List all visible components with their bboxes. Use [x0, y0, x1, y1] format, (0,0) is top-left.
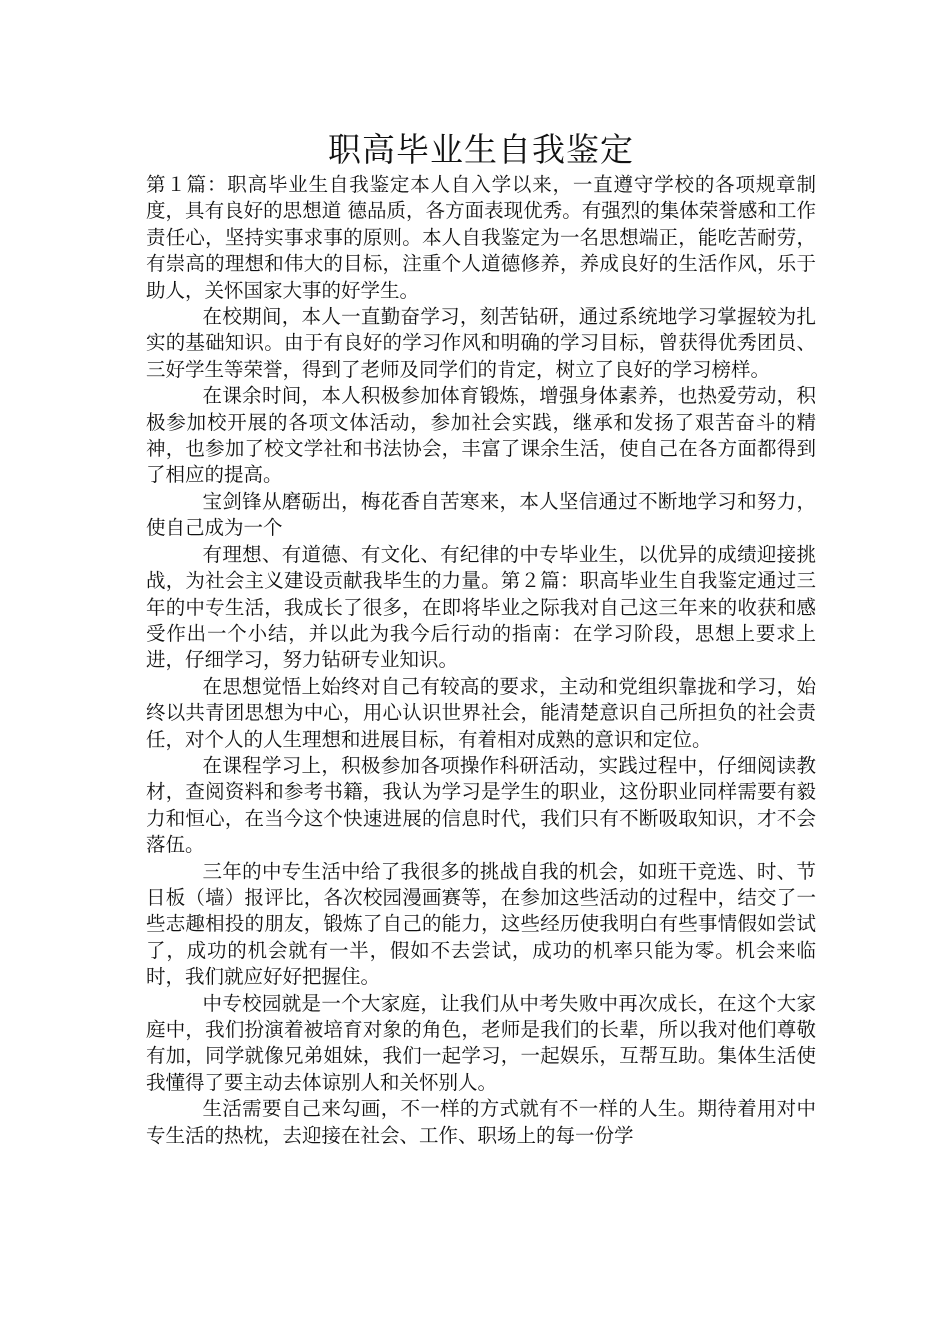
paragraph-6: 在思想觉悟上始终对自己有较高的要求，主动和党组织靠拢和学习，始终以共青团思想为中心，用心认识世界社会，能清楚意识自己所担负的社会责任，对个人的人生理想和进展目标，有着相对成熟的意识和定位。: [146, 674, 816, 751]
document-page: [146, 128, 816, 1149]
document-body: [146, 172, 816, 1149]
paragraph-9: 中专校园就是一个大家庭，让我们从中考失败中再次成长，在这个大家庭中，我们扮演着被培育对象的角色，老师是我们的长辈，所以我对他们尊敬有加，同学就像兄弟姐妹，我们一起学习，一起娱乐，互帮互助。集体生活使我懂得了要主动去体谅别人和关怀别人。: [146, 991, 816, 1094]
paragraph-3: 在课余时间，本人积极参加体育锻炼，增强身体素养，也热爱劳动，积极参加校开展的各项文体活动，参加社会实践，继承和发扬了艰苦奋斗的精神，也参加了校文学社和书法协会，丰富了课余生活，使自己在各方面都得到了相应的提高。: [146, 384, 816, 487]
paragraph-10: 生活需要自己来勾画，不一样的方式就有不一样的人生。期待着用对中专生活的热枕，去迎接在社会、工作、职场上的每一份学: [146, 1097, 816, 1147]
paragraph-1: 第１篇：职高毕业生自我鉴定本人自入学以来，一直遵守学校的各项规章制度，具有良好的思想道 德品质，各方面表现优秀。有强烈的集体荣誉感和工作责任心，坚持实事求事的原则。本人自我鉴定为一名思想端正，能吃苦耐劳，有崇高的理想和伟大的目标，注重个人道德修养，养成良好的生活作风，乐于助人，关怀国家大事的好学生。: [146, 173, 816, 302]
document-title: 职高毕业生自我鉴定: [328, 130, 634, 169]
paragraph-5: 有理想、有道德、有文化、有纪律的中专毕业生，以优异的成绩迎接挑战，为社会主义建设贡献我毕生的力量。第２篇：职高毕业生自我鉴定通过三年的中专生活，我成长了很多，在即将毕业之际我对自己这三年来的收获和感受作出一个小结，并以此为我今后行动的指南：在学习阶段，思想上要求上进，仔细学习，努力钻研专业知识。: [146, 542, 816, 672]
paragraph-2: 在校期间，本人一直勤奋学习，刻苦钻研，通过系统地学习掌握较为扎实的基础知识。由于有良好的学习作风和明确的学习目标，曾获得优秀团员、三好学生等荣誉，得到了老师及同学们的肯定，树立了良好的学习榜样。: [146, 305, 816, 381]
paragraph-8: 三年的中专生活中给了我很多的挑战自我的机会，如班干竞选、时、节日板（墙）报评比，各次校园漫画赛等，在参加这些活动的过程中，结交了一些志趣相投的朋友，锻炼了自己的能力，这些经历使我明白有些事情假如尝试了，成功的机会就有一半，假如不去尝试，成功的机率只能为零。机会来临时，我们就应好好把握住。: [146, 859, 816, 989]
paragraph-4: 宝剑锋从磨砺出，梅花香自苦寒来，本人坚信通过不断地学习和努力，使自己成为一个: [146, 489, 816, 540]
paragraph-7: 在课程学习上，积极参加各项操作科研活动，实践过程中，仔细阅读教材，查阅资料和参考书籍，我认为学习是学生的职业，这份职业同样需要有毅力和恒心，在当今这个快速进展的信息时代，我们只有不断吸取知识，才不会落伍。: [146, 753, 816, 857]
